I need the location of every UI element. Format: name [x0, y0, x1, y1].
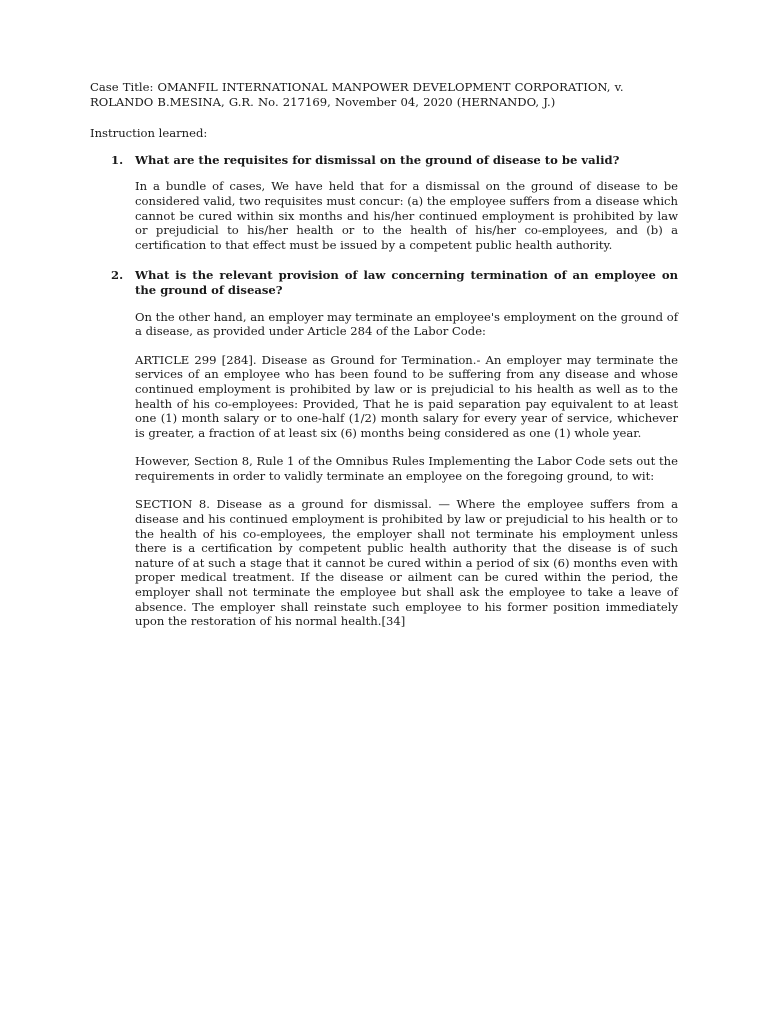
article-299-quote: ARTICLE 299 [284]. Disease as Ground for Termination.- An employer may terminate the services of an employee who has been found to be suffering from any disease and whose continued employment is prohibited by law or is prejudicial to his health as well as to the health of his co-employees: Provided, That he is paid separation pay equivalent to at least one (1) month salary or to one-half (1/2) month salary for every year of service, whichever is greater, a fraction of at least six (6) months being considered as one (1) whole year. [135, 352, 678, 440]
question-1-text: What are the requisites for dismissal on the ground of disease to be valid? [135, 152, 620, 167]
question-2-text: What is the relevant provision of law concerning termination of an employee on the ground of disease? [135, 268, 678, 297]
answer-1: In a bundle of cases, We have held that for a dismissal on the ground of disease to be considered valid, two requisites must concur: (a) the employee suffers from a disease which cannot be cured within six months and his/her continued employment is prohibited by law or prejudicial to his/her health or to the health of his/her co-employees, and (b) a certification to that effect must be issued by a competent public health authority. [135, 179, 678, 252]
answer-2-paragraph-1: On the other hand, an employer may terminate an employee's employment on the ground of a disease, as provided under Article 284 of the Labor Code: [135, 309, 678, 339]
question-1 [90, 153, 678, 168]
instruction-label: Instruction learned: [90, 126, 208, 141]
answer-2-paragraph-3: However, Section 8, Rule 1 of the Omnibus Rules Implementing the Labor Code sets out the requirements in order to validly terminate an employee on the foregoing ground, to wit: [135, 454, 678, 483]
question-1-number: 1. [111, 152, 124, 167]
question-2 [90, 268, 678, 297]
case-title: Case Title: OMANFIL INTERNATIONAL MANPOWER DEVELOPMENT CORPORATION, v. ROLANDO B.MESINA, G.R. No. 217169, November 04, 2020 (HERNANDO, J.) [90, 80, 624, 109]
section-8-quote: SECTION 8. Disease as a ground for dismissal. — Where the employee suffers from a disease and his continued employment is prohibited by law or prejudicial to his health or to the health of his co-employees, the employer shall not terminate his employment unless there is a certification by competent public health authority that the disease is of such nature of at such a stage that it cannot be cured within a period of six (6) months even with proper medical treatment. If the disease or ailment can be cured within the period, the employer shall not terminate the employee but shall ask the employee to take a leave of absence. The employer shall reinstate such employee to his former position immediately upon the restoration of his normal health.[34] [135, 497, 678, 629]
question-2-number: 2. [111, 268, 124, 283]
document-page [90, 80, 678, 643]
